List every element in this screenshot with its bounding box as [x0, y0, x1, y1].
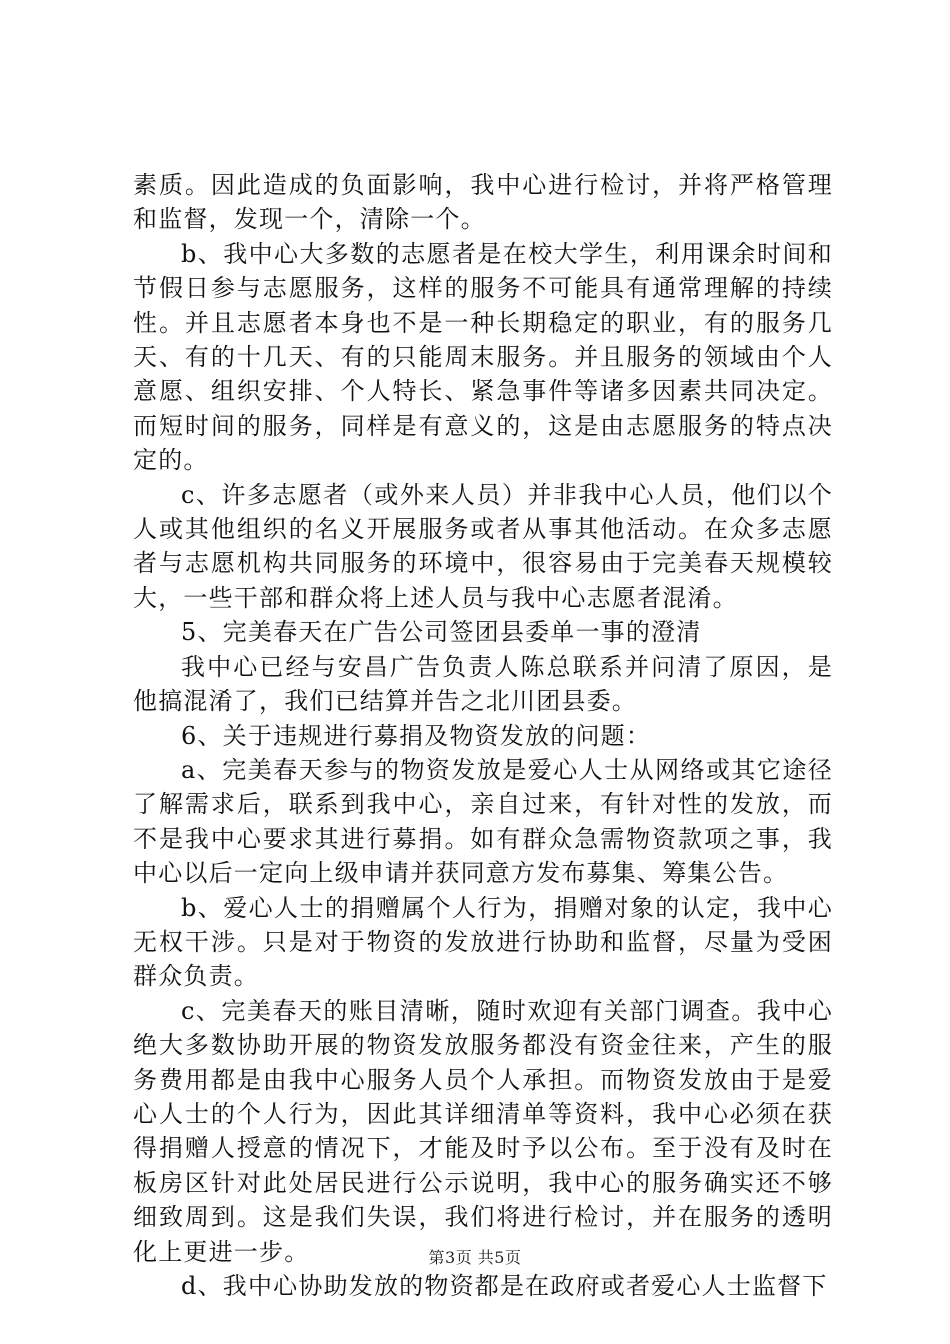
paragraph: b、我中心大多数的志愿者是在校大学生，利用课余时间和节假日参与志愿服务，这样的服务不可能具有通常理解的持续性。并且志愿者本身也不是一种长期稳定的职业，有的服务几天、有的十几天、有的只能周末服务。并且服务的领域由个人意愿、组织安排、个人特长、紧急事件等诸多因素共同决定。而短时间的服务，同样是有意义的，这是由志愿服务的特点决定的。	[133, 239, 833, 475]
paragraph: a、完美春天参与的物资发放是爱心人士从网络或其它途径了解需求后，联系到我中心，亲自过来，有针对性的发放，而不是我中心要求其进行募捐。如有群众急需物资款项之事，我中心以后一定向上级申请并获同意方发布募集、筹集公告。	[133, 755, 833, 888]
page-footer: 第3页 共5页	[428, 1248, 522, 1267]
paragraph: c、许多志愿者（或外来人员）并非我中心人员，他们以个人或其他组织的名义开展服务或者从事其他活动。在众多志愿者与志愿机构共同服务的环境中，很容易由于完美春天规模较大，一些干部和群众将上述人员与我中心志愿者混淆。	[133, 480, 833, 612]
paragraph: 5、完美春天在广告公司签团县委单一事的澄清	[181, 618, 702, 647]
paragraph: b、爱心人士的捐赠属个人行为，捐赠对象的认定，我中心无权干涉。只是对于物资的发放进行协助和监督，尽量为受困群众负责。	[133, 893, 833, 991]
document-body	[133, 168, 833, 1303]
paragraph: 我中心已经与安昌广告负责人陈总联系并问清了原因，是他搞混淆了，我们已结算并告之北川团县委。	[133, 652, 833, 716]
paragraph: 6、关于违规进行募捐及物资发放的问题：	[181, 721, 652, 750]
paragraph: c、完美春天的账目清晰，随时欢迎有关部门调查。我中心绝大多数协助开展的物资发放服务都没有资金往来，产生的服务费用都是由我中心服务人员个人承担。而物资发放由于是爱心人士的个人行为，因此其详细清单等资料，我中心必须在获得捐赠人授意的情况下，才能及时予以公布。至于没有及时在板房区针对此处居民进行公示说明，我中心的服务确实还不够细致周到。这是我们失误，我们将进行检讨，并在服务的透明化上更进一步。	[133, 996, 833, 1266]
paragraph: 素质。因此造成的负面影响，我中心进行检讨，并将严格管理和监督，发现一个，清除一个。	[133, 171, 833, 234]
paragraph: d、我中心协助发放的物资都是在政府或者爱心人士监督下	[181, 1272, 828, 1300]
